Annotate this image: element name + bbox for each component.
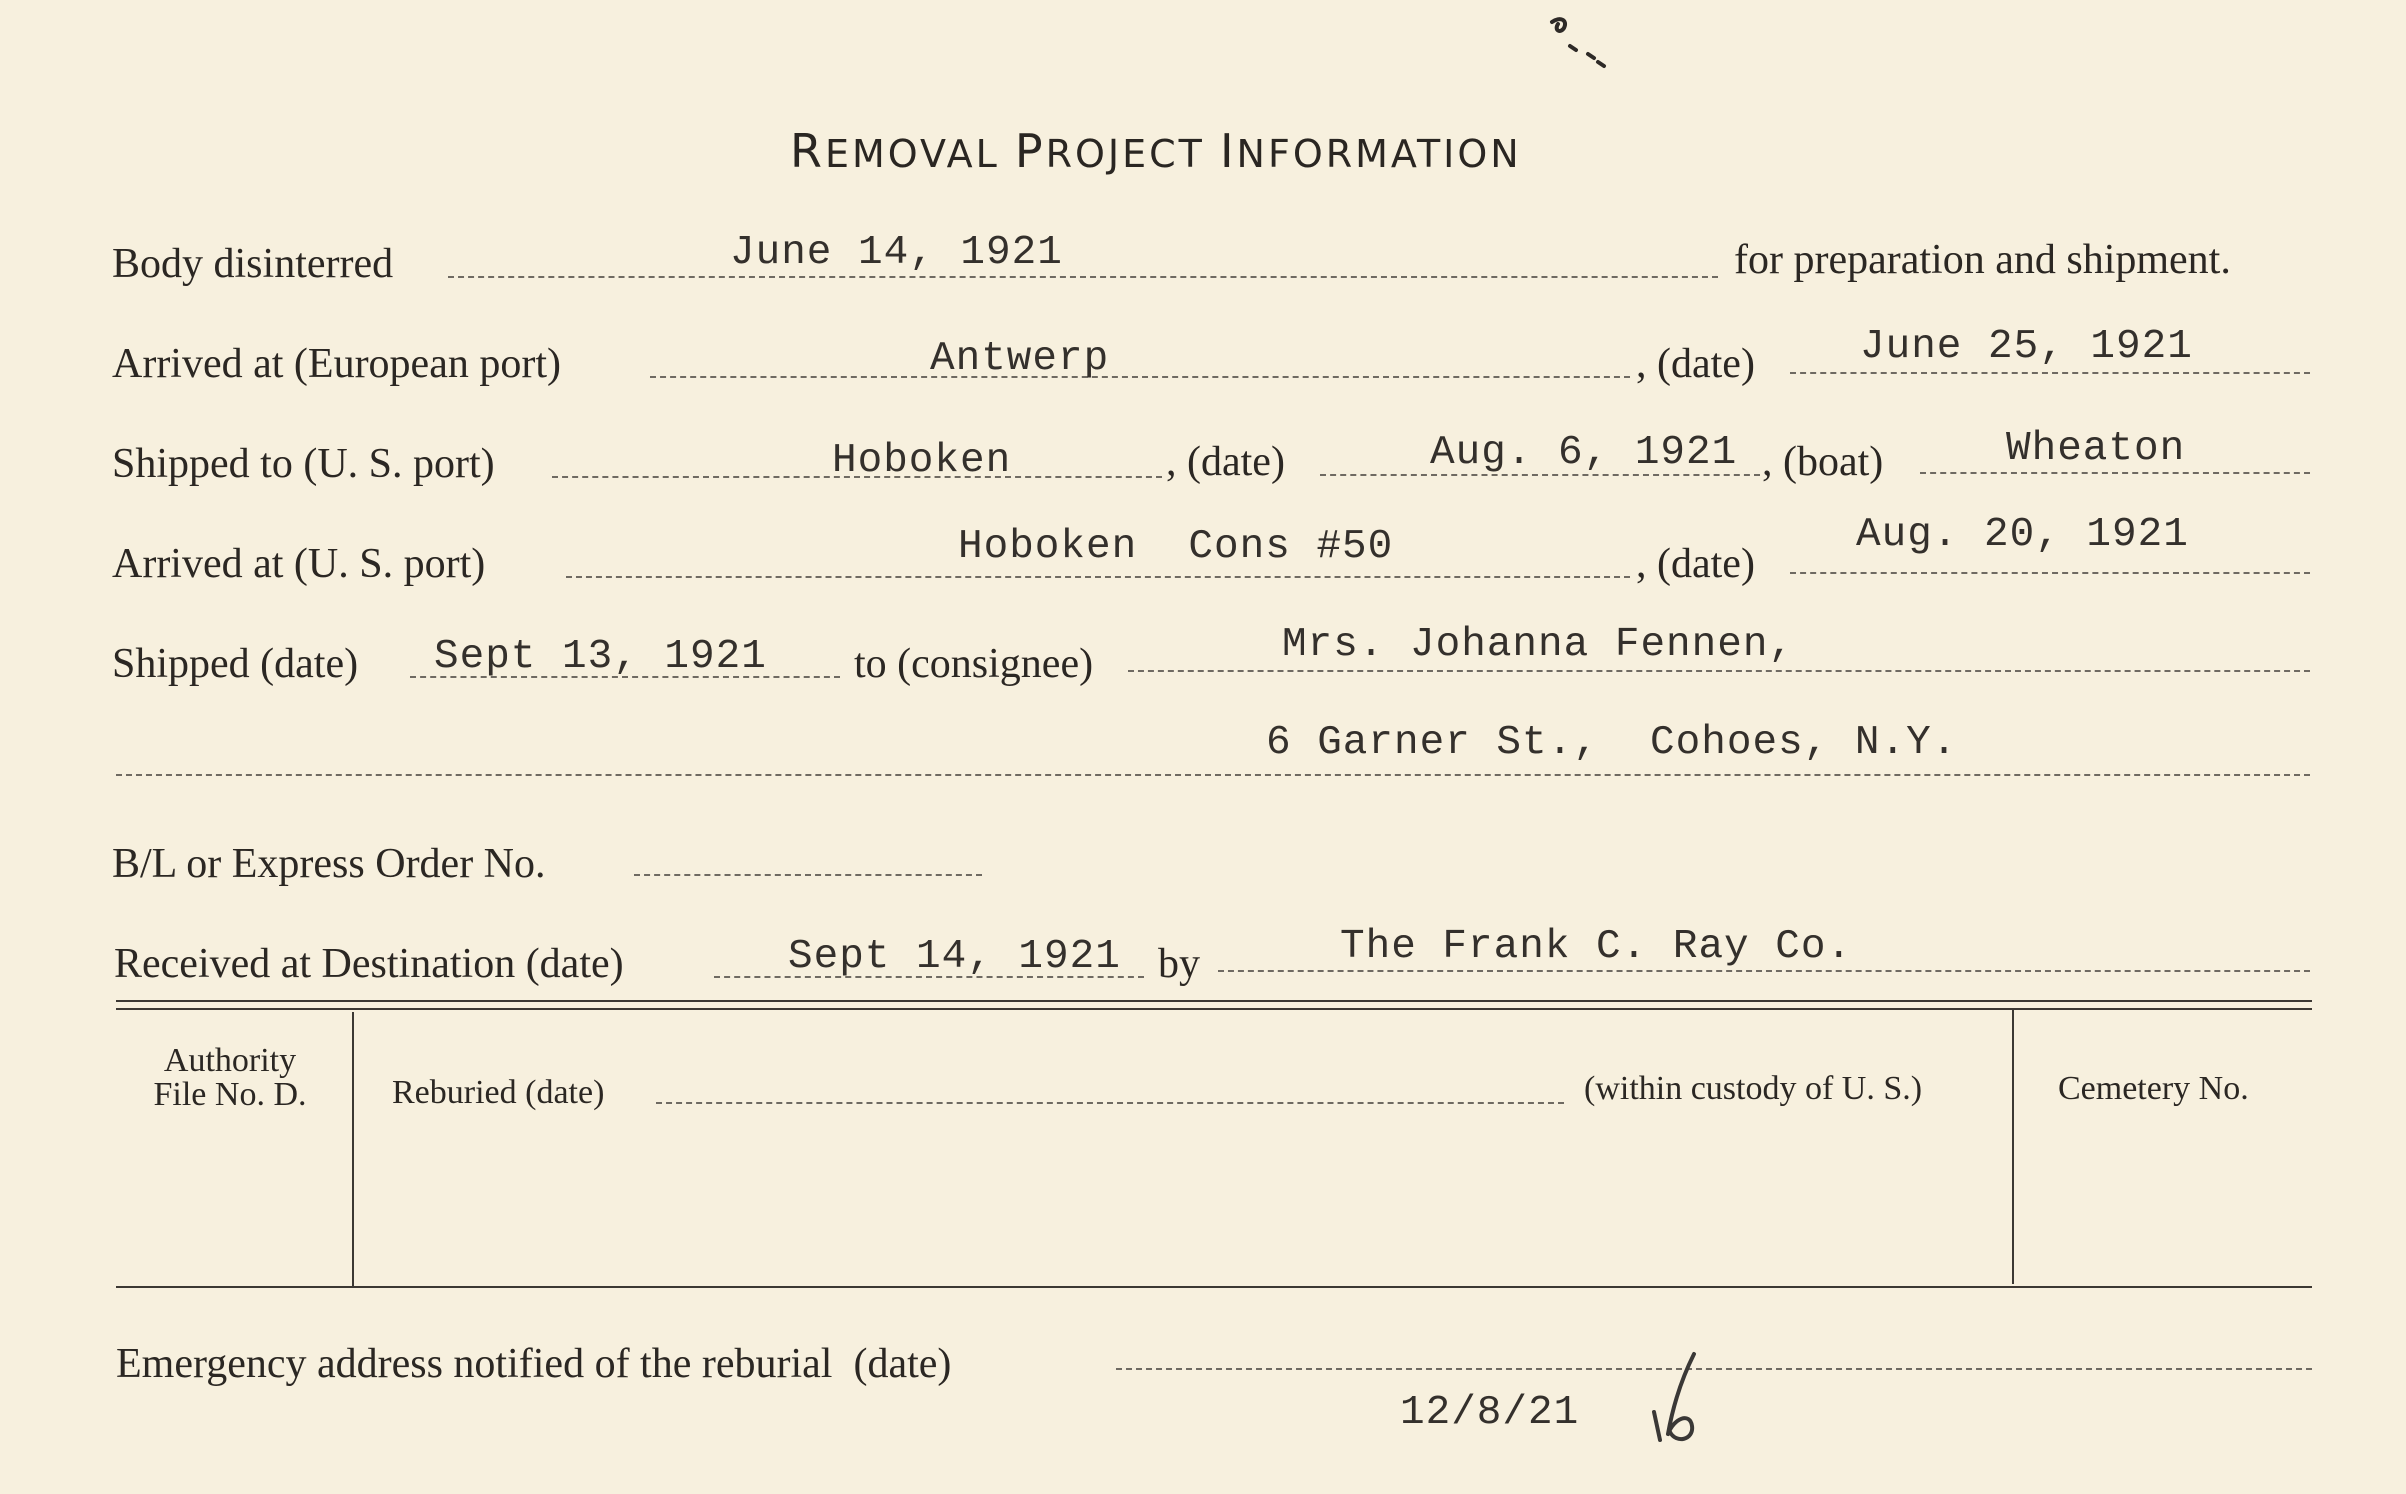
shipped-us-date: Aug. 6, 1921 xyxy=(1430,430,1738,476)
received-by-line xyxy=(1218,970,2310,972)
consignee-name: Mrs. Johanna Fennen, xyxy=(1282,622,1795,668)
title-rest-3: NFORMATION xyxy=(1236,132,1522,176)
table-bottom-rule xyxy=(116,1286,2312,1288)
disinterred-label: Body disinterred xyxy=(112,241,394,287)
arrived-us-date-line xyxy=(1790,572,2310,574)
emergency-date: 12/8/21 xyxy=(1400,1390,1580,1436)
shipped-us-boat-label: , (boat) xyxy=(1762,439,1884,485)
shipped-us-boat-line xyxy=(1920,472,2310,474)
title-rest-2: ROJECT xyxy=(1045,132,1205,176)
custody-label: (within custody of U. S.) xyxy=(1584,1070,1923,1107)
handwritten-initial-mark xyxy=(1646,1348,1716,1448)
shipped-us-value: Hoboken xyxy=(832,438,1012,484)
title-cap-2: P xyxy=(1014,124,1046,178)
euro-port-label: Arrived at (European port) xyxy=(112,341,561,387)
cemetery-label: Cemetery No. xyxy=(2058,1070,2249,1107)
shipped-us-date-label: , (date) xyxy=(1166,439,1285,485)
euro-port-date: June 25, 1921 xyxy=(1860,324,2193,370)
arrived-us-value: Hoboken Cons #50 xyxy=(958,524,1394,570)
authority-file-label xyxy=(120,1044,340,1112)
received-label: Received at Destination (date) xyxy=(114,941,624,987)
title-cap-3: I xyxy=(1219,124,1237,178)
authority-line-2: File No. D. xyxy=(153,1076,307,1113)
disinterred-line xyxy=(448,276,1718,278)
bl-label: B/L or Express Order No. xyxy=(112,841,546,887)
arrived-us-line xyxy=(566,576,1630,578)
arrived-us-date-label: , (date) xyxy=(1636,541,1755,587)
reburied-line xyxy=(656,1102,1564,1104)
consignee-line xyxy=(1128,670,2310,672)
euro-port-value: Antwerp xyxy=(930,336,1110,382)
shipped-us-label: Shipped to (U. S. port) xyxy=(112,441,495,487)
disinterred-value: June 14, 1921 xyxy=(730,230,1063,276)
emergency-label: Emergency address notified of the reburial (date) xyxy=(116,1341,952,1387)
bl-line xyxy=(634,874,982,876)
euro-port-date-line xyxy=(1790,372,2310,374)
authority-line-1: Authority xyxy=(163,1042,297,1079)
euro-port-line xyxy=(650,376,1630,378)
shipped-label: Shipped (date) xyxy=(112,641,359,687)
table-divider-left xyxy=(352,1012,354,1288)
shipped-us-boat: Wheaton xyxy=(2006,426,2186,472)
shipped-date: Sept 13, 1921 xyxy=(434,634,767,680)
table-top-rule-1 xyxy=(116,1000,2312,1002)
card-title xyxy=(790,124,1522,178)
consignee-label: to (consignee) xyxy=(854,641,1094,687)
arrived-us-date: Aug. 20, 1921 xyxy=(1856,512,2189,558)
title-cap-1: R xyxy=(790,124,825,178)
reburied-label: Reburied (date) xyxy=(392,1074,605,1111)
consignee-address: 6 Garner St., Cohoes, N.Y. xyxy=(1266,720,1958,766)
received-by-label: by xyxy=(1158,941,1200,987)
table-top-rule-2 xyxy=(116,1008,2312,1010)
disinterred-suffix: for preparation and shipment. xyxy=(1734,237,2231,283)
title-rest-1: EMOVAL xyxy=(824,132,1000,176)
address-line xyxy=(116,774,2310,776)
received-date: Sept 14, 1921 xyxy=(788,934,1121,980)
table-divider-right xyxy=(2012,1008,2014,1284)
received-by: The Frank C. Ray Co. xyxy=(1340,924,1853,970)
euro-port-date-label: , (date) xyxy=(1636,341,1755,387)
stamp-mark xyxy=(1546,12,1616,72)
arrived-us-label: Arrived at (U. S. port) xyxy=(112,541,486,587)
